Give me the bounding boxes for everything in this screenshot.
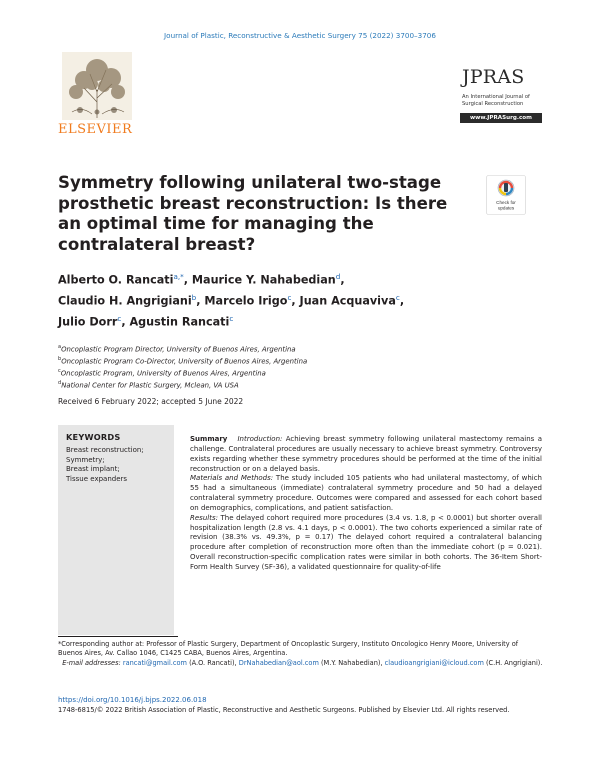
affiliation-list [58,343,538,391]
corresponding-footnote [58,640,543,668]
author-affiliation-marker[interactable]: c [229,314,234,324]
author-name[interactable]: Agustin Rancati [129,316,230,330]
abstract-intro-label: Introduction: [237,435,283,443]
badge-line1: Check for [496,200,516,205]
affiliation-text: Oncoplastic Program Director, University of Buenos Aires, Argentina [61,345,296,354]
affiliation-item [58,379,538,391]
doi-link[interactable]: https://doi.org/10.1016/j.bjps.2022.06.018 [58,696,207,704]
journal-logo [460,66,542,128]
author-affiliation-marker[interactable]: c [287,293,292,303]
email-owner-3: (C.H. Angrigiani). [483,658,543,667]
journal-logo-url[interactable]: www.JPRASurg.com [460,113,542,123]
keywords-heading: KEYWORDS [66,432,121,442]
corresponding-author-text: *Corresponding author at: Professor of Plastic Surgery, Department of Oncoplastic Surgery, Instituto Oncologico Henry Moore, University of Buenos Aires, Av. Callao 1046, C1425 CABA, Buenos Aires, Argentina. [58,640,519,658]
journal-logo-subtitle-line1: An International Journal of [462,94,530,100]
affiliation-item [58,343,538,355]
email-link-rancati[interactable]: rancati@gmail.com [122,658,187,667]
affiliation-text: National Center for Plastic Surgery, Mclean, VA USA [61,380,239,389]
affiliation-marker: a [58,344,62,350]
author-name[interactable]: Juan Acquaviva [299,294,396,308]
journal-logo-subtitle [462,94,542,107]
article-title: Symmetry following unilateral two-stage prosthetic breast reconstruction: Is there an optimal time for managing the contralateral breast? [58,173,448,254]
abstract-text [190,435,542,573]
author-affiliation-marker[interactable]: c [117,314,122,324]
affiliation-text: Oncoplastic Program Co-Director, University of Buenos Aires, Argentina [61,357,308,366]
abstract-intro-text: Achieving breast symmetry following unilateral mastectomy remains a challenge. Contralateral procedures are usually necessary to achieve breast symmetry. Controversy exists regarding whether these symmetry procedures should be performed at the time of the initial reconstruction or on a delayed basis. [190,435,542,473]
author-separator: , [399,294,405,308]
journal-logo-subtitle-line2: Surgical Reconstruction [462,100,524,107]
author-separator: , [196,294,205,308]
affiliation-marker: b [58,355,62,362]
email-owner-1: (A.O. Rancati), [186,658,239,667]
affiliation-item [58,355,538,367]
email-owner-2: (M.Y. Nahabedian), [318,658,385,667]
author-name[interactable]: Alberto O. Rancati [58,273,174,287]
email-link-angrigiani[interactable]: claudioangrigiani@icloud.com [384,658,484,667]
author-affiliation-marker[interactable]: c [395,293,400,303]
check-for-updates-icon[interactable] [486,175,526,215]
author-separator: , [340,273,345,287]
keyword-item: Breast implant; [66,465,120,474]
email-link-nahabedian[interactable]: DrNahabedian@aol.com [238,658,319,667]
received-dates: Received 6 February 2022; accepted 5 June 2022 [58,397,244,406]
author-list [58,268,478,332]
affiliation-text: Oncoplastic Program, University of Buenos Aires, Argentina [60,369,266,378]
abstract-results-text: The delayed cohort required more procedures (3.4 vs. 1.8, p < 0.0001) but shorter overall hospitalization length (2.8 vs. 4.1 days, p < 0.0001). The two cohorts experienced a similar rate of revision (38.3% vs. 49.3%, p = 0.17) The delayed cohort required a contralateral balancing procedure after completion of reconstruction more often than the immediate cohort (p = 0.021). Overall reconstruction-specific complication rates were similar in both cohorts. The 36-Item Short-Form Health Survey (SF-36), a validated questionnaire for quality-of-life [190,513,542,571]
email-label: E-mail addresses: [62,658,121,667]
affiliation-marker: c [58,367,61,374]
author-name[interactable]: Marcelo Irigo [204,294,288,308]
affiliation-marker: d [58,379,62,386]
author-name[interactable]: Claudio H. Angrigiani [58,294,192,308]
author-affiliation-marker[interactable]: b [191,293,197,303]
journal-logo-title: JPRAS [462,66,525,88]
journal-citation-link[interactable]: Journal of Plastic, Reconstructive & Aesthetic Surgery 75 (2022) 3700–3706 [164,31,436,40]
badge-line2: updates [497,205,515,211]
author-separator: , [121,316,130,330]
abstract-methods-text: The study included 105 patients who had unilateral mastectomy, of which 55 had a simultaneous (immediate) contralateral symmetry procedure and 50 had a delayed contralateral symmetry procedure. Outcomes were compared and assessed for each cohort based on demographics, complications, and patient satisfaction. [190,474,542,512]
keyword-item: Breast reconstruction; [66,446,144,454]
author-affiliation-marker[interactable]: a,* [173,272,184,281]
keywords-list [66,446,170,484]
author-name[interactable]: Julio Dorr [58,316,118,330]
author-affiliation-marker[interactable]: d [335,272,341,281]
keyword-item: Tissue expanders [66,474,128,483]
author-separator: , [183,273,192,287]
publisher-name: ELSEVIER [58,122,133,137]
abstract-results-label: Results: [190,513,218,522]
footnote-divider [58,636,178,637]
copyright-notice: 1748-6815/© 2022 British Association of Plastic, Reconstructive and Aesthetic Surgeons. Published by Elsevier Ltd. All rights reserved. [58,706,510,714]
keyword-item: Symmetry; [66,455,105,464]
affiliation-item [58,367,538,379]
abstract-summary-label: Summary [190,435,228,443]
abstract-methods-label: Materials and Methods: [190,474,274,483]
author-name[interactable]: Maurice Y. Nahabedian [191,273,336,287]
author-separator: , [291,294,300,308]
